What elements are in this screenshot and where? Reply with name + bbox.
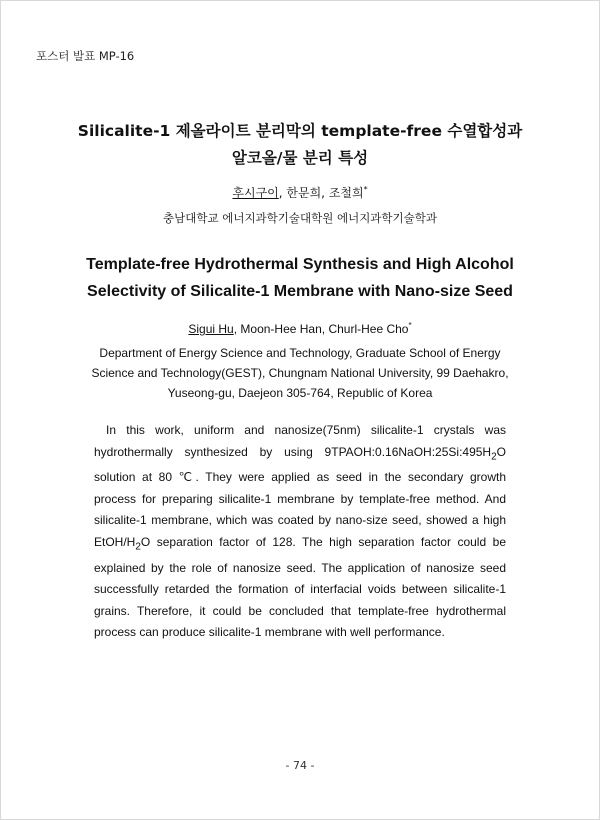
english-presenting-author: Sigui Hu bbox=[188, 322, 234, 336]
abstract-subscript-2: 2 bbox=[135, 541, 141, 553]
english-title-line-1: Template-free Hydrothermal Synthesis and High Alcohol bbox=[86, 256, 514, 273]
page-number: - 74 - bbox=[285, 759, 315, 772]
english-affiliation-line-3: Yuseong-gu, Daejeon 305-764, Republic of Korea bbox=[167, 386, 433, 400]
korean-authors bbox=[0, 184, 600, 201]
english-title-line-2: Selectivity of Silicalite-1 Membrane with Nano-size Seed bbox=[87, 283, 513, 300]
korean-title bbox=[40, 118, 560, 172]
session-tag: 포스터 발표 MP-16 bbox=[36, 49, 135, 63]
english-authors bbox=[0, 321, 600, 336]
english-affiliation-line-2: Science and Technology(GEST), Chungnam National University, 99 Daehakro, bbox=[91, 366, 509, 380]
abstract-text-2: O solution at 80 ℃. They were applied as seed in the secondary growth process for preparing silicalite-1 membrane by template-free method. And silicalite-1 membrane, which was coated by nano-size seed, showed a high EtOH/H bbox=[94, 444, 506, 549]
english-title bbox=[60, 251, 540, 305]
korean-affiliation: 충남대학교 에너지과학기술대학원 에너지과학기술학과 bbox=[163, 211, 437, 225]
abstract-paragraph bbox=[94, 420, 506, 644]
korean-presenting-author: 후시구이 bbox=[232, 186, 279, 200]
korean-title-line-2: 알코올/물 분리 특성 bbox=[231, 149, 369, 167]
english-affiliation bbox=[60, 343, 540, 403]
english-corresponding-mark: * bbox=[408, 321, 412, 330]
english-affiliation-line-1: Department of Energy Science and Technology, Graduate School of Energy bbox=[99, 346, 501, 360]
korean-coauthors: , 한문희, 조철희 bbox=[278, 186, 364, 200]
korean-title-line-1: Silicalite-1 제올라이트 분리막의 template-free 수열합성과 bbox=[77, 122, 523, 140]
abstract-text-3: O separation factor of 128. The high separation factor could be explained by the role of nanosize seed. The application of nanosize seed successfully retarded the formation of interfacial voids between silicalite-1 grains. Therefore, it could be concluded that template-free hydrothermal process can produce silicalite-1 membrane with well performance. bbox=[94, 534, 506, 640]
abstract-text-1: In this work, uniform and nanosize(75nm) silicalite-1 crystals was hydrothermally synthesized by using 9TPAOH:0.16NaOH:25Si:495H bbox=[94, 423, 506, 459]
english-coauthors: , Moon-Hee Han, Churl-Hee Cho bbox=[233, 322, 409, 336]
abstract-subscript-1: 2 bbox=[491, 450, 497, 462]
korean-corresponding-mark: * bbox=[363, 185, 368, 194]
